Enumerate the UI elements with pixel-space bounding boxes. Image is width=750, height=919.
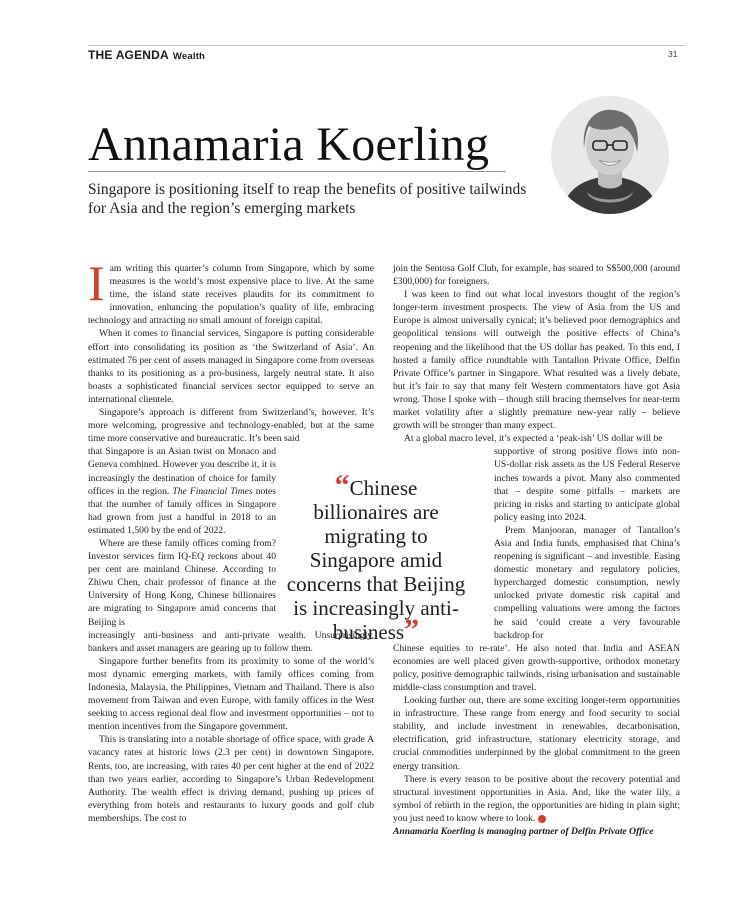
running-head-section: Wealth [172,51,206,62]
paragraph: join the Sentosa Golf Club, for example, has soared to S$500,000 (around £300,000) for foreigners. [393,263,680,288]
end-mark-icon [538,815,546,823]
paragraph: Singapore further benefits from its proximity to some of the world’s most dynamic emerging markets, with family offices coming from Indonesia, Malaysia, the Philippines, Vietnam and Thailand. There is also movement from Taiwan and even Europe, with family offices in the West seeking to access regional deal flow and investment opportunities – not to mention incentives from the Singapore government. [88,655,374,733]
paragraph: Prem Manjooran, manager of Tantallon’s Asia and India funds, emphasised that China’s reopening is significant – and investible. Easing domestic monetary and regulatory policies, hypercharged domestic consumption, newly unlocked private domestic risk capital and compelling valuations were among the factors he said ‘could create a very favourable backdrop for [494,524,680,641]
paragraph: When it comes to financial services, Singapore is putting considerable effort into consolidating its position as ‘the Switzerland of Asia’. An estimated 76 per cent of assets managed in Singapore come from overseas thanks to its positioning as a pro-business, largely neutral state. It also boasts a sophisticated financial services sector equipped to serve an international clientele. [88,328,374,405]
open-quote-mark: “ [334,469,350,502]
header-rule [88,45,685,46]
paragraph: This is translating into a notable shortage of office space, with grade A vacancy rates at historic lows (2.3 per cent) in downtown Singapore. Rents, too, are increasing, with rates 40 per cent higher at the end of 2022 than two years earlier, according to Singapore’s Urban Redevelopment Authority. The wealth effect is driving demand, pushing up prices of everything from hotels and restaurants to luxury goods and golf club memberships. The cost to [88,734,374,824]
publication-name: The Financial Times [172,485,253,497]
paragraph: I was keen to find out what local investors thought of the region’s longer-term investment prospects. The view of Asia from the US and Europe is almost universally cynical; it’s believed poor demographics and geopolitical tensions will outweigh the positive effects of China’s reopening and the likelihood that the US dollar has peaked. To this end, I hosted a family office roundtable with Tantallon Private Office, Delfin Private Office’s partner in Singapore. What resulted was a lively debate, but it’s fair to say that many felt Western commentators have got Asia wrong. Those I spoke with – though still bracing themselves for near-term market volatility after a slightly premature new-year rally – believe growth will be stronger than many expect. [393,289,680,432]
paragraph [393,773,680,825]
paragraph: Chinese equities to re-rate’. He also noted that India and ASEAN economies are well placed given growth-supportive, orthodox monetary policy, positive demographic tailwinds, rising urbanisation and sustainable middle-class consumption and travel. [393,642,680,693]
standfirst: Singapore is positioning itself to reap the benefits of positive tailwinds for Asia and the region’s emerging markets [88,181,527,217]
paragraph [88,255,374,327]
paragraph-text: notes that the number of family offices in Singapore had grown from just a handful in 2018 to an estimated 1,500 by the end of 2022. [88,485,276,536]
paragraph-text: am writing this quarter’s column from Singapore, which by some measures is the world’s most expensive place to live. At the same time, the island state receives plaudits for its commitment to innovation, enhancing the population’s quality of life, embracing technology and attracting no small amount of foreign capital. [88,263,374,327]
pull-quote-text: Chinese billionaires are migrating to Singapore amid concerns that Beijing is increasingly anti-business [286,476,466,644]
page-number: 31 [668,49,678,59]
paragraph: supportive of strong positive flows into non-US-dollar risk assets as the US Federal Reserve inches towards a pivot. Many also commented that – despite some pitfalls – markets are pricing in risks and starting to anticipate global policy easing into 2024. [494,446,680,523]
paragraph: increasingly anti-business and anti-private wealth. Unsurprisingly, bankers and asset managers are gearing up to follow them. [88,629,374,654]
author-portrait [551,96,669,214]
close-quote-mark: ” [404,613,420,646]
title-rule [88,171,506,172]
paragraph: Singapore’s approach is different from Switzerland’s, however. It’s more welcoming, progressive and technology-enabled, but at the same time more conservative and bureaucratic. It’s been said [88,407,374,445]
running-head [88,48,205,62]
paragraph: At a global macro level, it’s expected a ‘peak-ish’ US dollar will be [404,433,663,445]
author-bio: Annamaria Koerling is managing partner of Delfin Private Office [393,826,654,838]
paragraph-text: There is every reason to be positive about the recovery potential and structural investment opportunities in Asia. And, like the water lily, a symbol of rebirth in the region, the opportunities are hiding in plain sight; you just need to know where to look. [393,773,680,824]
paragraph-text: that Singapore is an Asian twist on Monaco and Geneva combined. However you describe it, it is increasingly the destination of choice for family offices in the region. [88,446,276,497]
drop-cap: I [88,255,105,311]
running-head-title: THE AGENDA [88,48,169,62]
column-right [393,262,680,838]
paragraph: Where are these family offices coming from? Investor services firm IQ-EQ reckons about 40 per cent are mainland Chinese. According to Zhiwu Chen, chair professor of finance at the University of Hong Kong, Chinese billionaires are migrating to Singapore amid concerns that Beijing is [88,537,276,628]
paragraph: Looking further out, there are some exciting longer-term opportunities in infrastructure. These range from energy and food security to social stability, and include investment in renewables, decarbonisation, electrification, grid infrastructure, stationary electricity storage, and crucial commodities underpinned by the global commitment to the green energy transition. [393,695,680,772]
paragraph [88,445,276,537]
author-portrait-image [551,96,669,214]
article-title: Annamaria Koerling [88,118,490,171]
